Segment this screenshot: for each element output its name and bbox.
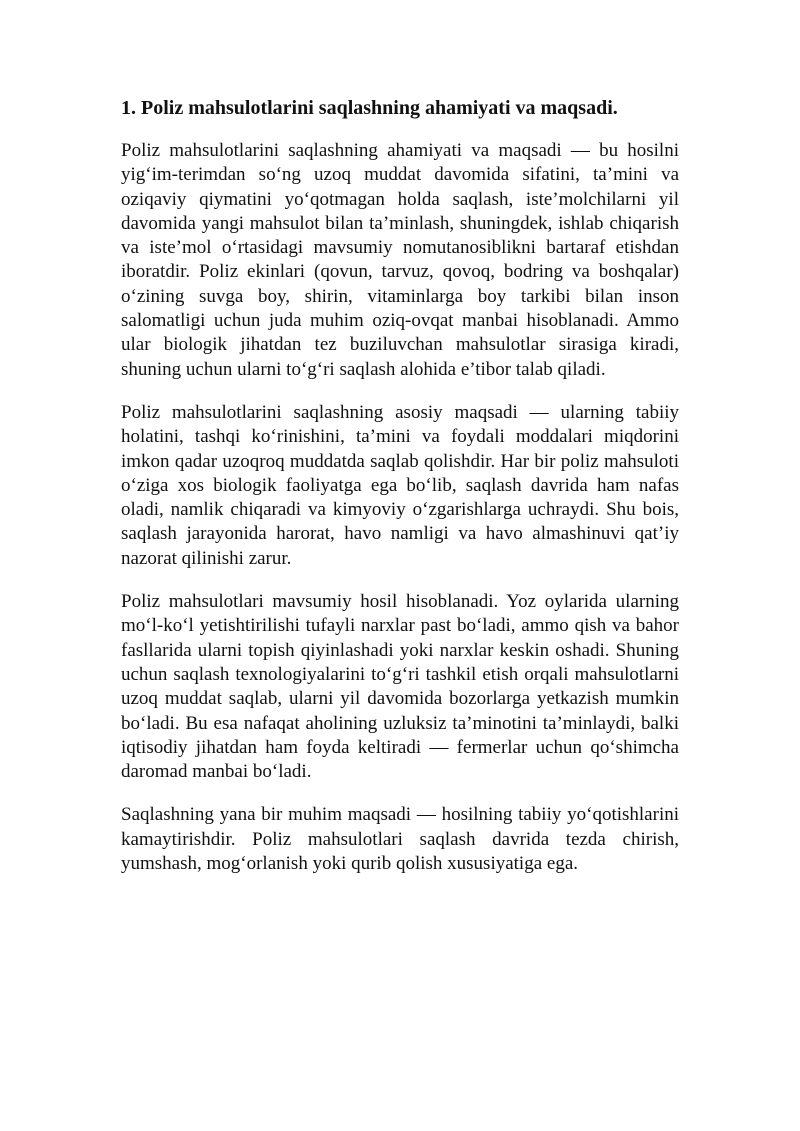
section-heading: 1. Poliz mahsulotlarini saqlashning ahamiyati va maqsadi. xyxy=(121,97,618,119)
paragraph-1: Poliz mahsulotlarini saqlashning ahamiyati va maqsadi — bu hosilni yig‘im-terimdan so‘ng uzoq muddat davomida sifatini, ta’mini va oziqaviy qiymatini yo‘qotmagan holda saqlash, iste’molchilarni yil davomida yangi mahsulot bilan ta’minlash, shuningdek, ishlab chiqarish va iste’mol o‘rtasidagi mavsumiy nomutanosiblikni bartaraf etishdan iboratdir. Poliz ekinlari (qovun, tarvuz, qovoq, bodring va boshqalar) o‘zining suvga boy, shirin, vitaminlarga boy tarkibi bilan inson salomatligi uchun juda muhim oziq-ovqat manbai hisoblanadi. Ammo ular biologik jihatdan tez buziluvchan mahsulotlar sirasiga kiradi, shuning uchun ularni to‘g‘ri saqlash alohida e’tibor talab qiladi. xyxy=(121,140,679,380)
paragraph-4: Saqlashning yana bir muhim maqsadi — hosilning tabiiy yo‘qotishlarini kamaytirishdir. Poliz mahsulotlari saqlash davrida tezda chirish, yumshash, mog‘orlanish yoki qurib qolish xususiyatiga ega. xyxy=(121,804,679,875)
paragraph-3: Poliz mahsulotlari mavsumiy hosil hisoblanadi. Yoz oylarida ularning mo‘l-ko‘l yetishtirilishi tufayli narxlar past bo‘ladi, ammo qish va bahor fasllarida ularni topish qiyinlashadi yoki narxlar keskin oshadi. Shuning uchun saqlash texnologiyalarini to‘g‘ri tashkil etish orqali mahsulotlarni uzoq muddat saqlab, ularni yil davomida bozorlarga yetkazish mumkin bo‘ladi. Bu esa nafaqat aholining uzluksiz ta’minotini ta’minlaydi, balki iqtisodiy jihatdan ham foyda keltiradi — fermerlar uchun qo‘shimcha daromad manbai bo‘ladi. xyxy=(121,591,679,783)
document-body xyxy=(121,95,679,895)
paragraph-2: Poliz mahsulotlarini saqlashning asosiy maqsadi — ularning tabiiy holatini, tashqi ko‘rinishini, ta’mini va foydali moddalari miqdorini imkon qadar uzoqroq muddatda saqlab qolishdir. Har bir poliz mahsuloti o‘ziga xos biologik faoliyatga ega bo‘lib, saqlash davrida ham nafas oladi, namlik chiqaradi va kimyoviy o‘zgarishlarga uchraydi. Shu bois, saqlash jarayonida harorat, havo namligi va havo almashinuvi qat’iy nazorat qilinishi zarur. xyxy=(121,401,679,569)
